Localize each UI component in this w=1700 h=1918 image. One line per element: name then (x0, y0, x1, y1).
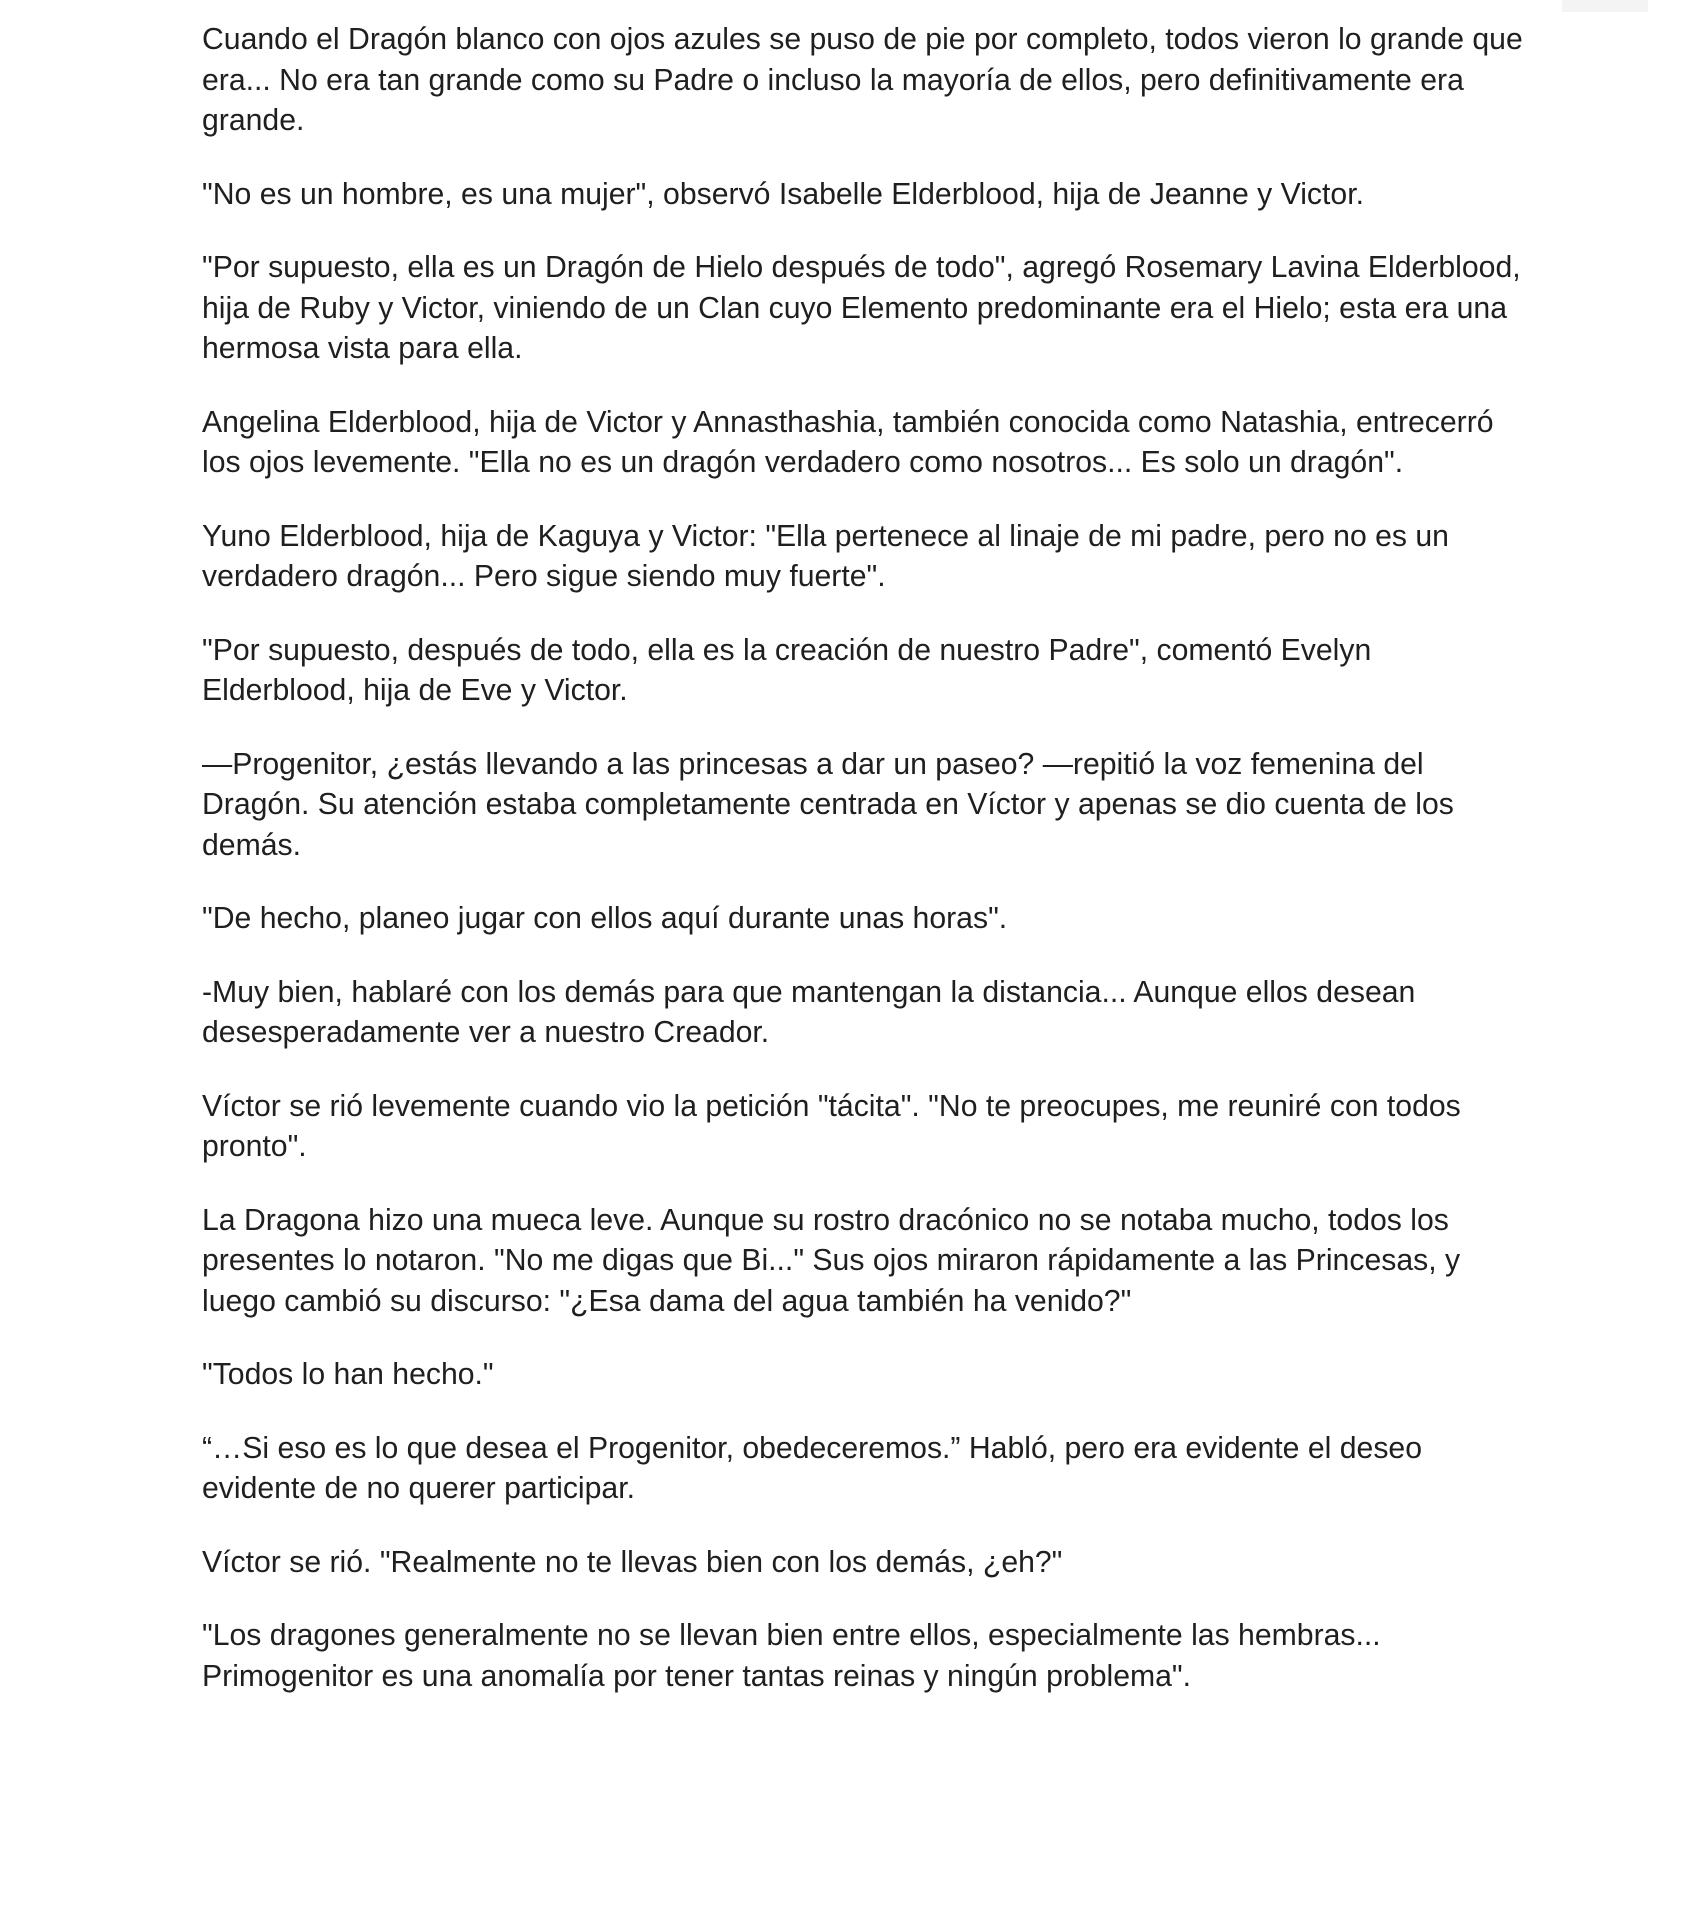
paragraph: "Por supuesto, después de todo, ella es la creación de nuestro Padre", comentó Evelyn Elderblood, hija de Eve y Victor. (202, 633, 1372, 707)
paragraph: "De hecho, planeo jugar con ellos aquí durante unas horas". (202, 902, 1008, 935)
page-corner-mark (1562, 0, 1648, 12)
paragraph: "No es un hombre, es una mujer", observó Isabelle Elderblood, hija de Jeanne y Victor. (202, 177, 1364, 211)
paragraph: Víctor se rió levemente cuando vio la petición "tácita". "No te preocupes, me reuniré con todos pronto". (202, 1089, 1461, 1163)
document-body (202, 20, 1532, 1730)
paragraph: La Dragona hizo una mueca leve. Aunque su rostro dracónico no se notaba mucho, todos los presentes lo notaron. "No me digas que Bi..." Sus ojos miraron rápidamente a las Princesas, y luego cambió su discurso: "¿Esa dama del agua también ha venido?" (202, 1203, 1461, 1318)
paragraph: Cuando el Dragón blanco con ojos azules se puso de pie por completo, todos vieron lo grande que era... No era tan grande como su Padre o incluso la mayoría de ellos, pero definitivamente era grande. (202, 23, 1523, 137)
paragraph: —Progenitor, ¿estás llevando a las princesas a dar un paseo? —repitió la voz femenina del Dragón. Su atención estaba completamente centrada en Víctor y apenas se dio cuenta de los demás. (202, 747, 1454, 862)
paragraph: Víctor se rió. "Realmente no te llevas bien con los demás, ¿eh?" (202, 1545, 1063, 1579)
paragraph: -Muy bien, hablaré con los demás para que mantengan la distancia... Aunque ellos desean desesperadamente ver a nuestro Creador. (202, 975, 1416, 1049)
paragraph: "Todos lo han hecho." (202, 1358, 494, 1391)
paragraph: “…Si eso es lo que desea el Progenitor, obedeceremos.” Habló, pero era evidente el deseo evidente de no querer participar. (202, 1431, 1422, 1505)
paragraph: Angelina Elderblood, hija de Victor y Annasthashia, también conocida como Natashia, entrecerró los ojos levemente. "Ella no es un dragón verdadero como nosotros... Es solo un dragón". (202, 405, 1494, 479)
paragraph: Yuno Elderblood, hija de Kaguya y Victor: "Ella pertenece al linaje de mi padre, pero no es un verdadero dragón... Pero sigue siendo muy fuerte". (202, 519, 1449, 593)
paragraph: "Por supuesto, ella es un Dragón de Hielo después de todo", agregó Rosemary Lavina Elderblood, hija de Ruby y Victor, viniendo de un Clan cuyo Elemento predominante era el Hielo; esta era una hermosa vista para ella. (202, 251, 1521, 365)
paragraph: "Los dragones generalmente no se llevan bien entre ellos, especialmente las hembras... Primogenitor es una anomalía por tener tantas reinas y ningún problema". (202, 1619, 1381, 1693)
